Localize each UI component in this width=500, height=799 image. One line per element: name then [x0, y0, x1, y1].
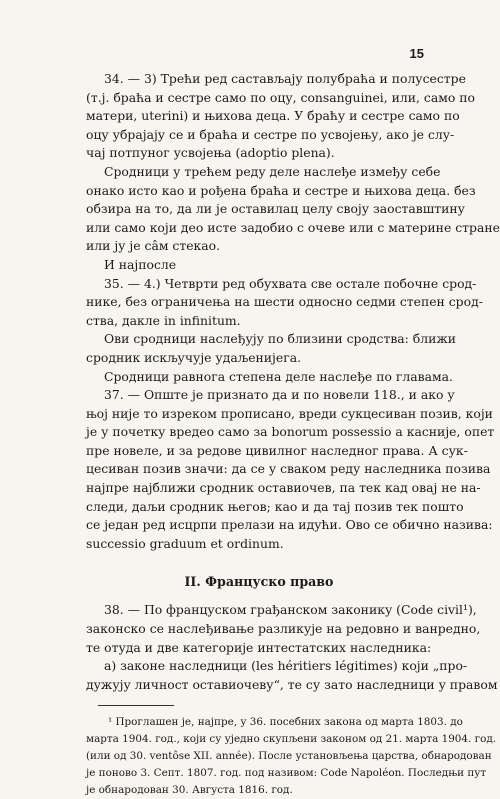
- paragraph-34b-line: онако исто као и рођена браћа и сестре и њихова деца. без: [86, 182, 476, 198]
- paragraph-37-line: се један ред исцрпи прелази на идући. Ово се обично назива:: [86, 517, 493, 533]
- footnote-line: марта 1904. год., који су уједно скупљени законом од 21. марта 1904. год.: [86, 733, 497, 746]
- section-gap: [86, 593, 432, 601]
- paragraph-37-line: пре новеле, и за редове цивилног наследног права. А сук-: [86, 442, 468, 458]
- paragraph-38-line: 38. — По француском грађанском законику (Code civil¹),: [104, 602, 477, 618]
- paragraph-35-line: нике, без ограничења на шести односно седми степен срод-: [86, 294, 483, 310]
- footnote-line: је обнародован 30. Августа 1816. год.: [86, 784, 293, 797]
- paragraph-37-line: њој није то изреком прописано, вреди сукцесиван позив, који: [86, 405, 493, 421]
- footnote-line: ¹ Проглашен је, најпре, у 36. посебних закона од марта 1803. до: [108, 716, 463, 729]
- paragraph-34b-line: или само који део исте задобио с очеве или с материне стране: [86, 219, 500, 235]
- paragraph-35-line: 35. — 4.) Четврти ред обухвата све остале побочне срод-: [104, 275, 477, 291]
- body-text: [86, 70, 500, 799]
- paragraph-37-line: цесиван позив значи: да се у сваком реду наследника позива: [86, 461, 491, 477]
- paragraph-38-line: а) законе наследници (les héritiers légitimes) који „про-: [104, 658, 468, 674]
- paragraph-34b-line: Сродници у трећем реду деле наслеђе између себе: [104, 163, 441, 179]
- paragraph-34b-line: или ју је сâм стекао.: [86, 238, 221, 254]
- paragraph-34b-line: обзира на то, да ли је оставилац целу своју заоставштину: [86, 201, 465, 217]
- paragraph-last: И најпосле: [104, 256, 177, 272]
- paragraph-35b-line: Ови сродници наслеђују по близини сродства: ближи: [104, 331, 457, 347]
- paragraph-37-line: 37. — Опште је признато да и по новели 118., и ако у: [104, 387, 455, 403]
- footnote-line: је поново 3. Септ. 1807. год. под називом: Code Napoléon. Последњи пут: [86, 767, 487, 780]
- paragraph-34-line: 34. — 3) Трећи ред састављају полубраћа и полусестре: [104, 71, 466, 86]
- footnote-rule: [98, 705, 174, 706]
- section-gap: [86, 553, 432, 571]
- paragraph-35b-line: сродник искључује удаљенијега.: [86, 349, 302, 365]
- page-number: 15: [409, 46, 424, 61]
- footnote-line: (или од 30. ventôse XII. année). После установљења царства, обнародован: [86, 750, 492, 763]
- paragraph-37-line: је у почетку вредео само за bonorum possessio а касније, опет: [86, 424, 495, 440]
- paragraph-37-line: следи, даљи сродник његов; као и да тај позив тек пошто: [86, 498, 464, 514]
- section-heading: II. Француско право: [184, 574, 334, 590]
- paragraph-37-line: најпре најближи сродник оставиочев, па тек кад овај не на-: [86, 480, 481, 496]
- paragraph-34-line: оцу убрајају се и браћа и сестре по усвојењу, ако је слу-: [86, 126, 455, 142]
- paragraph-38-line: те отуда и две категорије интестатских наследника:: [86, 639, 432, 655]
- paragraph-35c-line: Сродници равнога степена деле наслеђе по главама.: [104, 368, 453, 384]
- paragraph-37-line: successio graduum et ordinum.: [86, 535, 284, 551]
- paragraph-38-line: дужују личност оставиочеву“, те су зато наследници у правом: [86, 676, 498, 692]
- paragraph-34-line: (т.ј. браћа и сестре само по оцу, consanguinei, или, само по: [86, 89, 475, 105]
- paragraph-34-line: матери, uterini) и њихова деца. У браћу и сестре само по: [86, 108, 460, 124]
- paragraph-38-line: законско се наслеђивање разликује на редовно и ванредно,: [86, 621, 481, 637]
- paragraph-35-line: ства, дакле in infinitum.: [86, 312, 241, 328]
- paragraph-34-line: чај потпуног усвојења (adoptio plena).: [86, 145, 335, 161]
